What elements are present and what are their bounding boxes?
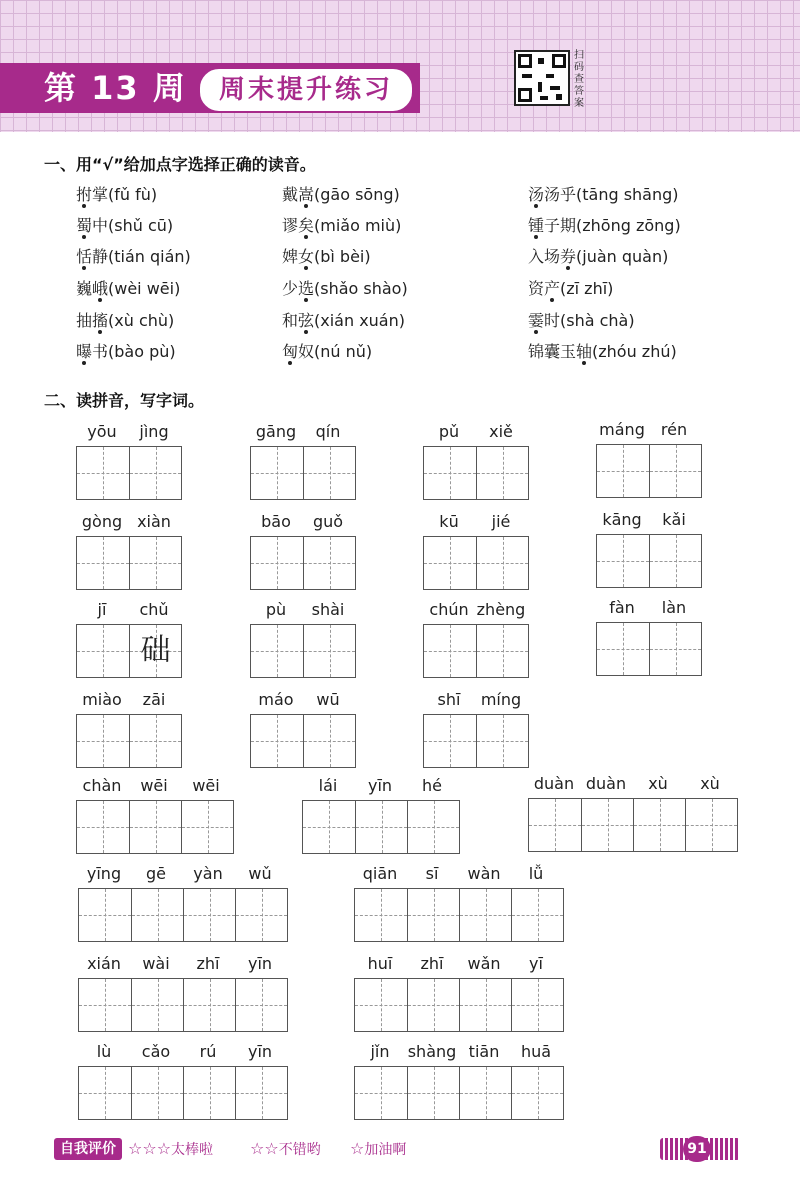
cell-character (424, 447, 476, 499)
pinyin-label: qiān (362, 864, 398, 883)
writing-cell[interactable] (355, 979, 407, 1031)
pinyin-label: xù (648, 774, 668, 793)
cell-character (77, 447, 129, 499)
pinyin-label: xiàn (137, 512, 171, 531)
cell-character (79, 979, 131, 1031)
writing-cell[interactable] (251, 625, 303, 677)
cell-character (650, 445, 701, 497)
cell-character (477, 715, 528, 767)
writing-cell[interactable] (303, 801, 355, 853)
pronunciation-item[interactable]: 谬矣(miǎo miù) (282, 216, 402, 235)
writing-cell[interactable] (79, 1067, 131, 1119)
section1-title: 一、用“√”给加点字选择正确的读音。 (44, 155, 316, 174)
pinyin-label: chàn (82, 776, 122, 795)
pronunciation-item[interactable]: 抽搐(xù chù) (76, 311, 175, 330)
writing-cell[interactable] (407, 1067, 459, 1119)
emphasis-dot (98, 298, 102, 302)
emphasis-dot (304, 266, 308, 270)
cell-character (77, 625, 129, 677)
writing-cell[interactable] (183, 979, 235, 1031)
pinyin-label: hé (422, 776, 442, 795)
cell-character (77, 537, 129, 589)
writing-grid (354, 1066, 564, 1120)
cell-character (408, 801, 459, 853)
cell-character (650, 623, 701, 675)
pinyin-label: wàn (467, 864, 501, 883)
cell-character (512, 1067, 563, 1119)
writing-grid (423, 536, 529, 590)
cell-character (512, 889, 563, 941)
writing-cell[interactable] (511, 1067, 563, 1119)
writing-grid (423, 624, 529, 678)
cell-character (304, 447, 355, 499)
pinyin-label: huā (520, 1042, 552, 1061)
writing-cell[interactable] (476, 715, 528, 767)
cell-character (79, 1067, 131, 1119)
pinyin-label: shī (437, 690, 461, 709)
pinyin-label: pǔ (438, 422, 460, 441)
writing-cell[interactable] (183, 889, 235, 941)
pinyin-label: máo (258, 690, 294, 709)
pinyin-label: xián (87, 954, 121, 973)
pinyin-label: qín (315, 422, 341, 441)
writing-cell[interactable] (424, 625, 476, 677)
writing-cell[interactable] (303, 447, 355, 499)
cell-character (686, 799, 737, 851)
writing-cell[interactable] (476, 537, 528, 589)
pinyin-label: míng (480, 690, 522, 709)
cell-character (424, 537, 476, 589)
writing-cell[interactable] (597, 623, 649, 675)
pronunciation-item[interactable]: 曝书(bào pù) (76, 342, 176, 361)
writing-cell[interactable] (181, 801, 233, 853)
writing-cell[interactable] (77, 537, 129, 589)
cell-character (77, 801, 129, 853)
cell-character (355, 889, 407, 941)
cell-character (460, 889, 511, 941)
cell-character (236, 1067, 287, 1119)
writing-cell[interactable] (183, 1067, 235, 1119)
pinyin-label: gāng (255, 422, 297, 441)
writing-cell[interactable] (511, 889, 563, 941)
cell-character (356, 801, 407, 853)
cell-character (79, 889, 131, 941)
emphasis-dot (82, 266, 86, 270)
writing-cell[interactable] (131, 1067, 183, 1119)
writing-cell[interactable] (77, 447, 129, 499)
pinyin-label: yī (529, 954, 543, 973)
pinyin-label: wēi (140, 776, 168, 795)
cell-character (251, 715, 303, 767)
cell-character (251, 447, 303, 499)
pinyin-label: wǔ (248, 864, 272, 883)
writing-cell[interactable] (131, 979, 183, 1031)
writing-cell[interactable] (235, 979, 287, 1031)
pinyin-label: jìng (139, 422, 169, 441)
pronunciation-item[interactable]: 匈奴(nú nǔ) (282, 342, 373, 361)
writing-cell[interactable] (77, 715, 129, 767)
pronunciation-item[interactable]: 资产(zī zhī) (528, 279, 614, 298)
week-label: 第 13 周 (44, 69, 187, 107)
rating-good[interactable] (250, 1138, 321, 1161)
cell-character (582, 799, 633, 851)
writing-grid (76, 446, 182, 500)
writing-grid (250, 714, 356, 768)
writing-cell[interactable] (303, 715, 355, 767)
emphasis-dot (82, 361, 86, 365)
writing-grid (423, 714, 529, 768)
pinyin-label: zhī (196, 954, 220, 973)
writing-cell[interactable] (424, 447, 476, 499)
cell-character (424, 715, 476, 767)
cell-character (355, 1067, 407, 1119)
pinyin-label: zāi (142, 690, 166, 709)
writing-grid (528, 798, 738, 852)
cell-character: 础 (140, 633, 171, 668)
writing-grid (354, 888, 564, 942)
pinyin-label: guǒ (312, 512, 344, 531)
writing-cell[interactable] (649, 445, 701, 497)
pinyin-label: wēi (192, 776, 220, 795)
pinyin-label: jī (97, 600, 107, 619)
pinyin-label: yīn (247, 1042, 273, 1061)
writing-cell[interactable] (476, 625, 528, 677)
cell-character (512, 979, 563, 1031)
pronunciation-item[interactable]: 蜀中(shǔ cū) (76, 216, 174, 235)
cell-character (477, 625, 528, 677)
pronunciation-item[interactable]: 入场券(juàn quàn) (528, 247, 669, 266)
writing-cell[interactable] (355, 1067, 407, 1119)
pinyin-label: yīn (247, 954, 273, 973)
page-number: 91 (683, 1136, 711, 1162)
writing-cell[interactable] (129, 537, 181, 589)
cell-character (184, 889, 235, 941)
pronunciation-item[interactable]: 婢女(bì bèi) (282, 247, 371, 266)
pinyin-label: jǐn (370, 1042, 390, 1061)
writing-grid (76, 714, 182, 768)
writing-cell[interactable] (407, 889, 459, 941)
pinyin-label: zhī (420, 954, 444, 973)
writing-grid (78, 1066, 288, 1120)
star-icon: ☆☆☆ (128, 1139, 172, 1158)
cell-character (130, 715, 181, 767)
writing-cell[interactable] (529, 799, 581, 851)
rating-keep-going[interactable] (350, 1138, 406, 1161)
pinyin-label: wū (316, 690, 340, 709)
qr-code-icon[interactable] (514, 50, 570, 106)
pinyin-label: lái (318, 776, 338, 795)
pinyin-label: zhèng (476, 600, 526, 619)
pinyin-label: kū (439, 512, 459, 531)
cell-character (304, 715, 355, 767)
cell-character (132, 1067, 183, 1119)
emphasis-dot (82, 235, 86, 239)
rating-good-label: 不错哟 (278, 1142, 321, 1158)
writing-cell[interactable] (459, 1067, 511, 1119)
writing-cell[interactable] (649, 535, 701, 587)
writing-grid (250, 536, 356, 590)
pronunciation-item[interactable]: 拊掌(fǔ fù) (76, 185, 158, 204)
pronunciation-item[interactable]: 霎时(shà chà) (528, 311, 635, 330)
writing-cell[interactable] (355, 889, 407, 941)
star-icon: ☆☆ (250, 1139, 279, 1158)
cell-character (236, 889, 287, 941)
pinyin-label: miào (82, 690, 122, 709)
pinyin-label: chún (429, 600, 469, 619)
emphasis-dot (98, 330, 102, 334)
writing-cell[interactable] (129, 801, 181, 853)
cell-character (304, 625, 355, 677)
writing-grid (78, 888, 288, 942)
pinyin-label: gē (146, 864, 166, 883)
cell-character (408, 889, 459, 941)
pronunciation-item[interactable]: 汤汤乎(tāng shāng) (528, 185, 679, 204)
rating-excellent[interactable] (128, 1138, 213, 1161)
writing-cell[interactable] (303, 537, 355, 589)
writing-grid (423, 446, 529, 500)
writing-cell[interactable] (407, 801, 459, 853)
cell-character (251, 537, 303, 589)
writing-cell[interactable] (77, 625, 129, 677)
writing-cell[interactable] (303, 625, 355, 677)
writing-cell[interactable] (235, 1067, 287, 1119)
pinyin-label: yàn (193, 864, 223, 883)
writing-cell[interactable] (129, 625, 181, 677)
cell-character (477, 447, 528, 499)
pinyin-label: shài (311, 600, 345, 619)
cell-character (132, 979, 183, 1031)
self-eval-label: 自我评价 (54, 1138, 122, 1160)
cell-character (477, 537, 528, 589)
pinyin-label: cǎo (141, 1042, 171, 1061)
writing-cell[interactable] (459, 889, 511, 941)
pronunciation-item[interactable]: 锦囊玉轴(zhóu zhú) (528, 342, 677, 361)
writing-cell[interactable] (424, 715, 476, 767)
emphasis-dot (534, 330, 538, 334)
cell-character (597, 445, 649, 497)
cell-character (424, 625, 476, 677)
pronunciation-item[interactable]: 锺子期(zhōng zōng) (528, 216, 681, 235)
writing-grid (596, 444, 702, 498)
writing-cell[interactable] (77, 801, 129, 853)
cell-character (460, 1067, 511, 1119)
writing-cell[interactable] (131, 889, 183, 941)
writing-cell[interactable] (407, 979, 459, 1031)
emphasis-dot (550, 298, 554, 302)
emphasis-dot (534, 204, 538, 208)
page-title: 周末提升练习 (198, 67, 414, 113)
pinyin-label: yīng (86, 864, 122, 883)
cell-character (597, 535, 649, 587)
pinyin-label: chǔ (139, 600, 169, 619)
pinyin-label: duàn (533, 774, 575, 793)
cell-character (251, 625, 303, 677)
writing-cell[interactable] (597, 535, 649, 587)
pinyin-label: rú (199, 1042, 217, 1061)
writing-cell[interactable] (459, 979, 511, 1031)
writing-cell[interactable] (511, 979, 563, 1031)
writing-cell[interactable] (476, 447, 528, 499)
cell-character (355, 979, 407, 1031)
emphasis-dot (566, 266, 570, 270)
cell-character (77, 715, 129, 767)
emphasis-dot (304, 235, 308, 239)
pinyin-label: tiān (468, 1042, 500, 1061)
pronunciation-item[interactable]: 少选(shǎo shào) (282, 279, 408, 298)
cell-character (303, 801, 355, 853)
pinyin-label: kāng (602, 510, 642, 529)
pinyin-label: máng (599, 420, 645, 439)
emphasis-dot (534, 235, 538, 239)
pinyin-label: lù (96, 1042, 112, 1061)
cell-character (634, 799, 685, 851)
writing-cell[interactable] (129, 447, 181, 499)
cell-character (460, 979, 511, 1031)
pinyin-label: bāo (261, 512, 291, 531)
emphasis-dot (304, 298, 308, 302)
writing-grid (596, 534, 702, 588)
pinyin-label: xù (700, 774, 720, 793)
pinyin-label: wài (142, 954, 170, 973)
emphasis-dot (288, 361, 292, 365)
emphasis-dot (82, 204, 86, 208)
cell-character (597, 623, 649, 675)
writing-cell[interactable] (251, 447, 303, 499)
pinyin-label: huī (367, 954, 393, 973)
rating-excellent-label: 太棒啦 (171, 1142, 214, 1158)
cell-character (184, 1067, 235, 1119)
writing-cell[interactable] (649, 623, 701, 675)
emphasis-dot (582, 361, 586, 365)
pinyin-label: jié (491, 512, 511, 531)
star-icon: ☆ (350, 1139, 365, 1158)
writing-grid (302, 800, 460, 854)
writing-grid (78, 978, 288, 1032)
pinyin-label: yōu (87, 422, 117, 441)
writing-cell[interactable] (79, 979, 131, 1031)
cell-character (529, 799, 581, 851)
pinyin-label: rén (660, 420, 688, 439)
writing-grid (250, 624, 356, 678)
writing-cell[interactable] (251, 715, 303, 767)
writing-cell[interactable] (685, 799, 737, 851)
writing-cell[interactable] (235, 889, 287, 941)
writing-cell[interactable] (355, 801, 407, 853)
cell-character (184, 979, 235, 1031)
pinyin-label: fàn (609, 598, 635, 617)
writing-cell[interactable] (251, 537, 303, 589)
pinyin-label: xiě (489, 422, 513, 441)
pinyin-label: sī (425, 864, 439, 883)
cell-character (650, 535, 701, 587)
writing-cell[interactable] (597, 445, 649, 497)
writing-grid (250, 446, 356, 500)
writing-grid (354, 978, 564, 1032)
writing-cell[interactable] (581, 799, 633, 851)
writing-grid (76, 624, 182, 678)
writing-grid (76, 536, 182, 590)
qr-label: 扫码查答案 (574, 50, 584, 109)
pinyin-label: yīn (367, 776, 393, 795)
cell-character (130, 801, 181, 853)
writing-cell[interactable] (633, 799, 685, 851)
emphasis-dot (304, 204, 308, 208)
pronunciation-item[interactable]: 巍峨(wèi wēi) (76, 279, 181, 298)
cell-character (132, 889, 183, 941)
cell-character (304, 537, 355, 589)
pronunciation-item[interactable]: 和弦(xián xuán) (282, 311, 405, 330)
pinyin-label: duàn (585, 774, 627, 793)
pronunciation-item[interactable]: 戴嵩(gāo sōng) (282, 185, 400, 204)
pinyin-label: gòng (81, 512, 123, 531)
section2-title: 二、读拼音，写字词。 (44, 391, 205, 410)
writing-grid (596, 622, 702, 676)
pinyin-label: pù (265, 600, 287, 619)
cell-character (408, 1067, 459, 1119)
cell-character (236, 979, 287, 1031)
pinyin-label: lǚ (528, 864, 544, 883)
writing-cell[interactable] (424, 537, 476, 589)
rating-keep-going-label: 加油啊 (364, 1142, 407, 1158)
pinyin-label: làn (661, 598, 687, 617)
cell-character (182, 801, 233, 853)
writing-grid (76, 800, 234, 854)
cell-character (408, 979, 459, 1031)
writing-cell[interactable] (79, 889, 131, 941)
pinyin-label: kǎi (662, 510, 686, 529)
cell-character (130, 447, 181, 499)
pinyin-label: wǎn (467, 954, 501, 973)
writing-cell[interactable] (129, 715, 181, 767)
emphasis-dot (304, 330, 308, 334)
pinyin-label: shàng (407, 1042, 457, 1061)
pronunciation-item[interactable]: 恬静(tián qián) (76, 247, 191, 266)
cell-character (130, 537, 181, 589)
